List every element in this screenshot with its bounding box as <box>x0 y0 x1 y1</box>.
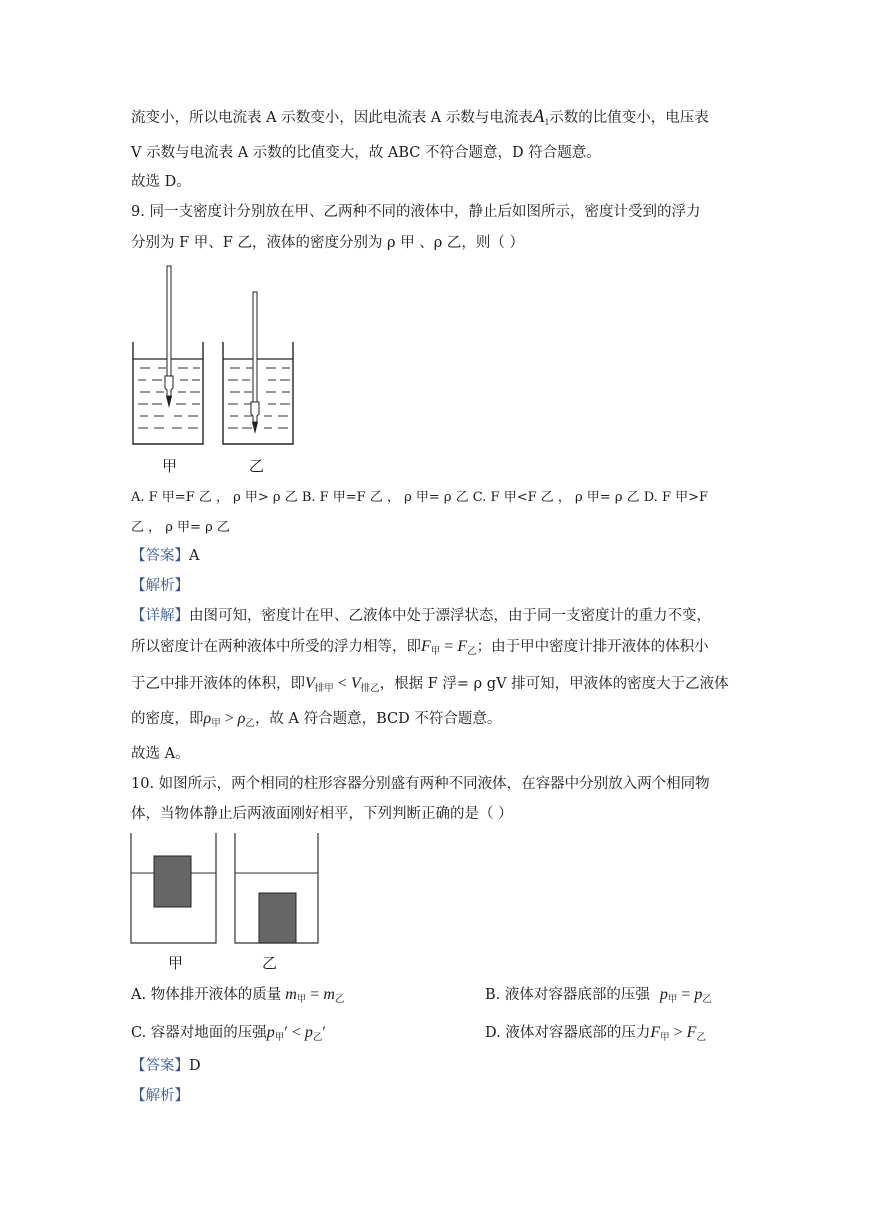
container-jia <box>133 266 203 444</box>
container-jia <box>131 833 216 943</box>
container-yi <box>235 833 318 943</box>
analysis-tag: 【解析】 <box>131 1088 189 1104</box>
detail-tag: 【详解】 <box>131 608 189 624</box>
text-line: 故选 D。 <box>131 174 191 190</box>
option-d <box>485 1023 706 1048</box>
answer-value: A <box>189 548 200 564</box>
figure-label-yi: 乙 <box>249 457 265 475</box>
answer-value: D <box>189 1058 201 1074</box>
text-span: ，根据 F 浮= ρ gV 排可知，甲液体的密度大于乙液体 <box>379 676 729 692</box>
question-10-stem: 体，当物体静止后两液面刚好相平，下列判断正确的是（ ） <box>131 806 513 822</box>
math-expression: $p_甲' < p_乙'$ <box>266 1024 326 1043</box>
analysis-tag: 【解析】 <box>131 578 189 594</box>
text-span: ；由于甲中密度计排开液体的体积小 <box>476 639 709 655</box>
detail-line <box>131 637 709 662</box>
math-expression: $F_甲 = F_乙$ <box>421 638 477 657</box>
detail-line <box>131 606 711 626</box>
math-expression: $F_甲 > F_乙$ <box>650 1024 706 1043</box>
math-expression: $V_{排甲} < V_{排乙}$ <box>305 675 380 694</box>
text-span: A. 物体排开液体的质量 <box>131 987 282 1003</box>
answer-row <box>131 1056 201 1076</box>
text-span: 所以密度计在两种液体中所受的浮力相等，即 <box>131 639 421 655</box>
hydrometer-figure <box>130 262 300 477</box>
text-span: 示数的比值变小，电压表 <box>549 110 709 126</box>
text-line <box>131 107 709 133</box>
detail-line <box>131 709 501 734</box>
figure-label-jia: 甲 <box>168 954 184 972</box>
text-span: 的密度，即 <box>131 711 204 727</box>
text-span: 由图可知，密度计在甲、乙液体中处于漂浮状态，由于同一支密度计的重力不变， <box>189 608 711 624</box>
figure-label-jia: 甲 <box>162 457 178 475</box>
option-b <box>485 985 712 1010</box>
text-span: B. 液体对容器底部的压强 <box>485 987 650 1003</box>
container-yi <box>223 292 293 444</box>
option-a <box>131 985 344 1010</box>
answer-row <box>131 546 199 566</box>
question-9-options: A. F 甲=F 乙 ， ρ 甲> ρ 乙 B. F 甲=F 乙 ， ρ 甲= ρ 乙 C. F 甲<F 乙 ， ρ 甲= ρ 乙 D. F 甲>F <box>131 490 709 505</box>
answer-tag: 【答案】 <box>131 1058 189 1074</box>
question-10-stem: 10. 如图所示，两个相同的柱形容器分别盛有两种不同液体，在容器中分别放入两个相同物 <box>131 776 710 792</box>
text-span: ，故 A 符合题意，BCD 不符合题意。 <box>254 711 502 727</box>
question-9-options: 乙 ， ρ 甲= ρ 乙 <box>131 520 230 535</box>
question-9-stem: 9. 同一支密度计分别放在甲、乙两种不同的液体中，静止后如图所示，密度计受到的浮力 <box>131 204 701 220</box>
math-expression: $m_甲 = m_乙$ <box>285 986 345 1005</box>
text-span: D. 液体对容器底部的压力 <box>485 1025 651 1041</box>
object-block <box>259 893 296 943</box>
question-9-stem: 分别为 F 甲、F 乙，液体的密度分别为 ρ 甲 、ρ 乙，则（ ） <box>131 235 525 251</box>
text-span: C. 容器对地面的压强 <box>131 1025 267 1041</box>
text-span: 流变小，所以电流表 A 示数变小，因此电流表 A 示数与电流表 <box>131 110 533 126</box>
math-expression: $\rho_甲 > \rho_乙$ <box>203 710 255 729</box>
detail-line <box>131 674 729 699</box>
text-line: V 示数与电流表 A 示数的比值变大，故 ABC 不符合题意，D 符合题意。 <box>131 145 601 161</box>
text-span: 于乙中排开液体的体积，即 <box>131 676 305 692</box>
conclusion-line: 故选 A。 <box>131 746 190 762</box>
object-block <box>154 856 191 907</box>
option-c <box>131 1023 326 1048</box>
containers-figure <box>130 833 320 948</box>
ammeter-symbol: $A_1$ <box>532 106 550 128</box>
math-expression: $p_甲 = p_乙$ <box>659 986 712 1005</box>
answer-tag: 【答案】 <box>131 548 189 564</box>
figure-label-yi: 乙 <box>262 954 278 972</box>
